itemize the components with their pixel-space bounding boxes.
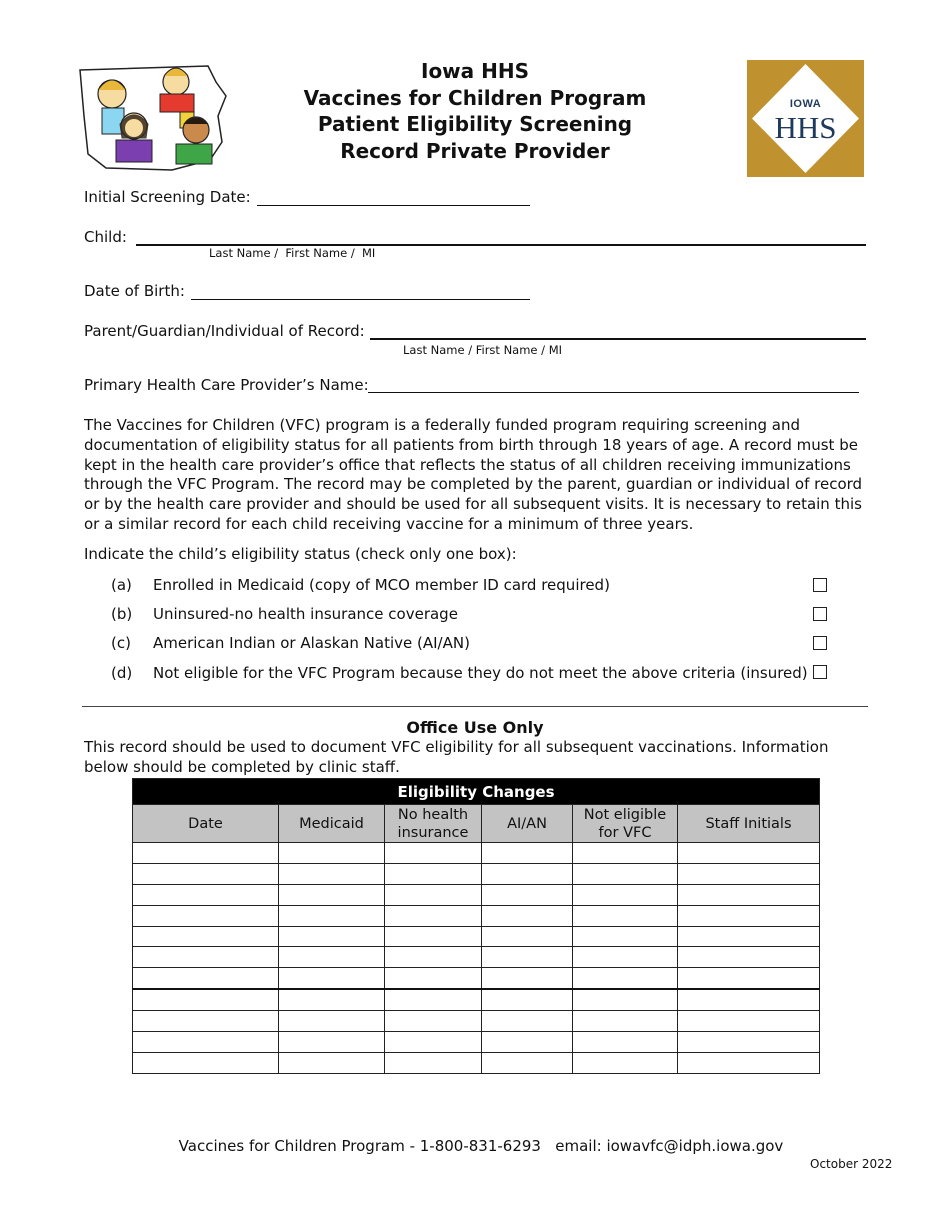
table-cell[interactable] [482, 968, 573, 989]
office-use-title: Office Use Only [406, 718, 544, 737]
option-c-checkbox[interactable] [813, 636, 827, 650]
eligibility-instruction: Indicate the child’s eligibility status (check only one box): [84, 545, 517, 563]
table-cell[interactable] [482, 1052, 573, 1073]
option-b-letter: (b) [111, 605, 133, 623]
screening-date-label: Initial Screening Date: [84, 188, 251, 206]
table-cell[interactable] [482, 947, 573, 968]
table-cell[interactable] [482, 863, 573, 884]
table-cell[interactable] [385, 989, 482, 1010]
logo-large-text: HHS [774, 110, 837, 145]
table-cell[interactable] [678, 863, 820, 884]
table-cell[interactable] [482, 843, 573, 864]
table-cell[interactable] [279, 843, 385, 864]
table-cell[interactable] [482, 884, 573, 905]
table-cell[interactable] [133, 905, 279, 926]
table-cell[interactable] [279, 926, 385, 947]
option-b-text: Uninsured-no health insurance coverage [153, 605, 458, 623]
option-c-letter: (c) [111, 634, 131, 652]
table-cell[interactable] [678, 947, 820, 968]
table-banner: Eligibility Changes [133, 779, 820, 805]
option-c-text: American Indian or Alaskan Native (AI/AN) [153, 634, 470, 652]
guardian-label: Parent/Guardian/Individual of Record: [84, 322, 365, 340]
table-cell[interactable] [573, 926, 678, 947]
table-cell[interactable] [385, 926, 482, 947]
table-cell[interactable] [133, 1052, 279, 1073]
table-row [133, 884, 820, 905]
col-header-medicaid: Medicaid [279, 805, 385, 843]
table-cell[interactable] [573, 1032, 678, 1053]
table-cell[interactable] [133, 863, 279, 884]
table-cell[interactable] [573, 1052, 678, 1073]
table-row [133, 843, 820, 864]
logo-small-text: IOWA [789, 98, 822, 110]
table-cell[interactable] [279, 1052, 385, 1073]
iowa-hhs-logo [747, 60, 864, 177]
title-line-2: Vaccines for Children Program [303, 85, 647, 110]
table-cell[interactable] [573, 989, 678, 1010]
table-cell[interactable] [133, 1032, 279, 1053]
table-cell[interactable] [279, 1032, 385, 1053]
title-line-3: Patient Eligibility Screening [317, 112, 633, 136]
table-cell[interactable] [482, 905, 573, 926]
table-cell[interactable] [678, 926, 820, 947]
form-title [250, 58, 700, 164]
dob-field[interactable] [191, 299, 530, 300]
table-cell[interactable] [482, 926, 573, 947]
option-d-letter: (d) [111, 664, 133, 682]
table-cell[interactable] [385, 1011, 482, 1032]
table-cell[interactable] [385, 968, 482, 989]
table-cell[interactable] [279, 863, 385, 884]
provider-name-field[interactable] [368, 392, 859, 393]
table-cell[interactable] [573, 968, 678, 989]
table-cell[interactable] [385, 1052, 482, 1073]
table-cell[interactable] [678, 1011, 820, 1032]
option-a-letter: (a) [111, 576, 132, 594]
col-header-not-eligible: Not eligible for VFC [573, 805, 678, 843]
table-cell[interactable] [133, 843, 279, 864]
table-cell[interactable] [385, 863, 482, 884]
guardian-name-hint: Last Name / First Name / MI [403, 343, 563, 357]
option-b-checkbox[interactable] [813, 607, 827, 621]
table-cell[interactable] [678, 884, 820, 905]
table-cell[interactable] [279, 905, 385, 926]
title-line-4: Record Private Provider [340, 138, 610, 163]
table-cell[interactable] [482, 1011, 573, 1032]
table-cell[interactable] [678, 843, 820, 864]
table-cell[interactable] [573, 843, 678, 864]
table-cell[interactable] [279, 989, 385, 1010]
table-cell[interactable] [678, 1052, 820, 1073]
office-use-text: This record should be used to document VFC eligibility for all subsequent vaccinations. Information below should be completed by clinic staff. [84, 738, 829, 776]
table-cell[interactable] [279, 1011, 385, 1032]
table-cell[interactable] [385, 947, 482, 968]
table-cell[interactable] [573, 905, 678, 926]
table-cell[interactable] [133, 884, 279, 905]
table-row [133, 989, 820, 1010]
children-illustration [76, 56, 228, 174]
table-cell[interactable] [482, 989, 573, 1010]
table-row [133, 863, 820, 884]
table-cell[interactable] [573, 947, 678, 968]
table-cell[interactable] [385, 843, 482, 864]
table-cell[interactable] [385, 1032, 482, 1053]
table-cell[interactable] [573, 863, 678, 884]
section-divider [82, 706, 868, 707]
table-cell[interactable] [279, 968, 385, 989]
option-d-text: Not eligible for the VFC Program because they do not meet the above criteria (insured) [153, 664, 808, 682]
program-description: The Vaccines for Children (VFC) program is a federally funded program requiring screening and documentation of eligibility status for all patients from birth through 18 years of age. A record must be kept in the health care provider’s office that reflects the status of all children receiving immunizations through the VFC Program. The record may be completed by the parent, guardian or individual of record or by the health care provider and should be used for all subsequent visits. It is necessary to retain this or a similar record for each child receiving vaccine for a minimum of three years. [84, 416, 863, 533]
title-line-1: Iowa HHS [421, 59, 529, 83]
footer-contact: Vaccines for Children Program - 1-800-831-6293 email: iowavfc@idph.iowa.gov [178, 1137, 784, 1155]
screening-date-field[interactable] [257, 205, 530, 206]
table-row [133, 1011, 820, 1032]
table-cell[interactable] [678, 905, 820, 926]
table-cell[interactable] [678, 968, 820, 989]
table-cell[interactable] [678, 1032, 820, 1053]
table-cell[interactable] [133, 968, 279, 989]
guardian-name-field[interactable] [370, 338, 866, 340]
table-cell[interactable] [385, 884, 482, 905]
table-cell[interactable] [133, 947, 279, 968]
table-cell[interactable] [133, 1011, 279, 1032]
dob-label: Date of Birth: [84, 282, 185, 300]
table-row [133, 905, 820, 926]
option-d-checkbox[interactable] [813, 665, 827, 679]
col-header-staff-initials: Staff Initials [678, 805, 820, 843]
child-name-hint: Last Name / First Name / MI [209, 246, 376, 260]
col-header-no-insurance: No health insurance [385, 805, 482, 843]
table-cell[interactable] [133, 926, 279, 947]
table-cell[interactable] [573, 1011, 678, 1032]
table-row [133, 968, 820, 989]
col-header-date: Date [133, 805, 279, 843]
table-row [133, 1032, 820, 1053]
table-cell[interactable] [279, 947, 385, 968]
table-row [133, 926, 820, 947]
revision-date: October 2022 [810, 1157, 893, 1171]
table-cell[interactable] [573, 884, 678, 905]
provider-label: Primary Health Care Provider’s Name: [84, 376, 369, 394]
child-label: Child: [84, 228, 127, 246]
table-cell[interactable] [133, 989, 279, 1010]
table-cell[interactable] [678, 989, 820, 1010]
table-cell[interactable] [279, 884, 385, 905]
col-header-aian: AI/AN [482, 805, 573, 843]
table-row [133, 947, 820, 968]
table-cell[interactable] [482, 1032, 573, 1053]
eligibility-changes-table [132, 778, 820, 1074]
option-a-checkbox[interactable] [813, 578, 827, 592]
table-row [133, 1052, 820, 1073]
option-a-text: Enrolled in Medicaid (copy of MCO member ID card required) [153, 576, 610, 594]
table-cell[interactable] [385, 905, 482, 926]
